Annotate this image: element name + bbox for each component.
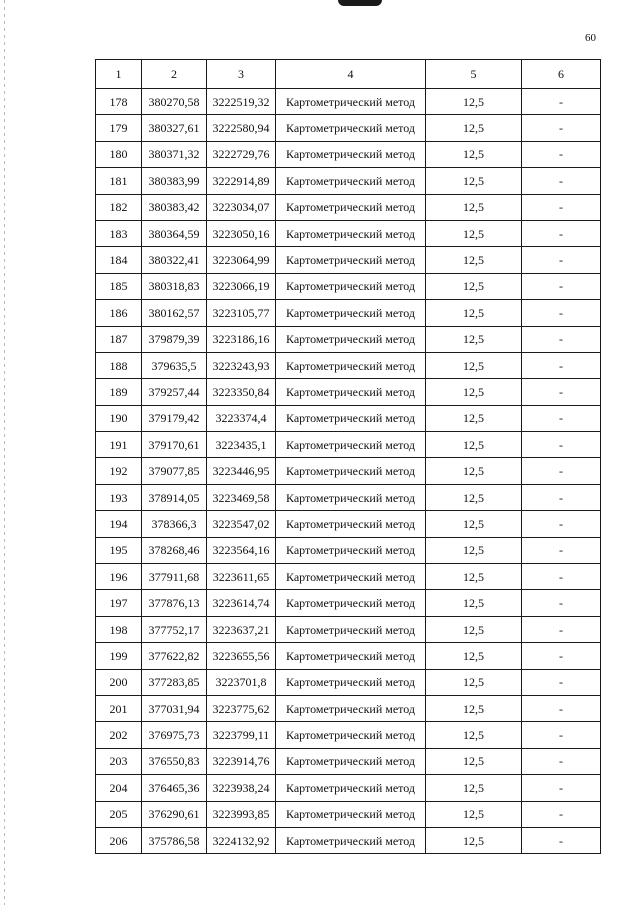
point-number-cell: 204 [96, 775, 142, 801]
accuracy-cell: 12,5 [426, 616, 522, 642]
x-coordinate-cell: 376465,36 [142, 775, 207, 801]
method-cell: Картометрический метод [276, 247, 426, 273]
accuracy-cell: 12,5 [426, 484, 522, 510]
header-cell-1: 1 [96, 60, 142, 89]
method-cell: Картометрический метод [276, 326, 426, 352]
header-cell-4: 4 [276, 60, 426, 89]
y-coordinate-cell: 3223614,74 [207, 590, 276, 616]
table-row [96, 722, 601, 748]
note-cell: - [522, 801, 601, 827]
method-cell: Картометрический метод [276, 194, 426, 220]
y-coordinate-cell: 3223374,4 [207, 405, 276, 431]
table-row [96, 458, 601, 484]
y-coordinate-cell: 3223034,07 [207, 194, 276, 220]
y-coordinate-cell: 3223938,24 [207, 775, 276, 801]
x-coordinate-cell: 380162,57 [142, 300, 207, 326]
method-cell: Картометрический метод [276, 590, 426, 616]
point-number-cell: 194 [96, 511, 142, 537]
table-row [96, 484, 601, 510]
point-number-cell: 201 [96, 695, 142, 721]
method-cell: Картометрический метод [276, 168, 426, 194]
table-row [96, 115, 601, 141]
table-row [96, 220, 601, 246]
x-coordinate-cell: 377752,17 [142, 616, 207, 642]
point-number-cell: 187 [96, 326, 142, 352]
table-row [96, 827, 601, 853]
y-coordinate-cell: 3223469,58 [207, 484, 276, 510]
point-number-cell: 206 [96, 827, 142, 853]
accuracy-cell: 12,5 [426, 669, 522, 695]
table-row [96, 432, 601, 458]
table-row [96, 247, 601, 273]
x-coordinate-cell: 380322,41 [142, 247, 207, 273]
method-cell: Картометрический метод [276, 775, 426, 801]
y-coordinate-cell: 3223446,95 [207, 458, 276, 484]
scan-artifact [338, 0, 382, 6]
table-row [96, 643, 601, 669]
x-coordinate-cell: 377283,85 [142, 669, 207, 695]
note-cell: - [522, 432, 601, 458]
note-cell: - [522, 669, 601, 695]
x-coordinate-cell: 376975,73 [142, 722, 207, 748]
note-cell: - [522, 564, 601, 590]
note-cell: - [522, 300, 601, 326]
table-row [96, 405, 601, 431]
x-coordinate-cell: 380318,83 [142, 273, 207, 299]
table-row [96, 748, 601, 774]
table-row [96, 669, 601, 695]
header-cell-2: 2 [142, 60, 207, 89]
table-row [96, 511, 601, 537]
accuracy-cell: 12,5 [426, 379, 522, 405]
y-coordinate-cell: 3222580,94 [207, 115, 276, 141]
method-cell: Картометрический метод [276, 669, 426, 695]
point-number-cell: 203 [96, 748, 142, 774]
point-number-cell: 185 [96, 273, 142, 299]
method-cell: Картометрический метод [276, 827, 426, 853]
accuracy-cell: 12,5 [426, 247, 522, 273]
accuracy-cell: 12,5 [426, 590, 522, 616]
accuracy-cell: 12,5 [426, 352, 522, 378]
page-number: 60 [585, 32, 596, 44]
x-coordinate-cell: 377911,68 [142, 564, 207, 590]
accuracy-cell: 12,5 [426, 89, 522, 115]
x-coordinate-cell: 375786,58 [142, 827, 207, 853]
note-cell: - [522, 722, 601, 748]
point-number-cell: 190 [96, 405, 142, 431]
point-number-cell: 186 [96, 300, 142, 326]
y-coordinate-cell: 3223105,77 [207, 300, 276, 326]
point-number-cell: 202 [96, 722, 142, 748]
point-number-cell: 195 [96, 537, 142, 563]
x-coordinate-cell: 379879,39 [142, 326, 207, 352]
y-coordinate-cell: 3224132,92 [207, 827, 276, 853]
page-edge-line [4, 0, 5, 905]
accuracy-cell: 12,5 [426, 564, 522, 590]
point-number-cell: 182 [96, 194, 142, 220]
y-coordinate-cell: 3223547,02 [207, 511, 276, 537]
x-coordinate-cell: 379170,61 [142, 432, 207, 458]
y-coordinate-cell: 3223655,56 [207, 643, 276, 669]
note-cell: - [522, 115, 601, 141]
point-number-cell: 200 [96, 669, 142, 695]
method-cell: Картометрический метод [276, 405, 426, 431]
x-coordinate-cell: 380270,58 [142, 89, 207, 115]
x-coordinate-cell: 376550,83 [142, 748, 207, 774]
method-cell: Картометрический метод [276, 748, 426, 774]
point-number-cell: 184 [96, 247, 142, 273]
accuracy-cell: 12,5 [426, 511, 522, 537]
table-row [96, 352, 601, 378]
method-cell: Картометрический метод [276, 458, 426, 484]
method-cell: Картометрический метод [276, 273, 426, 299]
note-cell: - [522, 511, 601, 537]
point-number-cell: 192 [96, 458, 142, 484]
note-cell: - [522, 643, 601, 669]
table-row [96, 141, 601, 167]
y-coordinate-cell: 3223993,85 [207, 801, 276, 827]
note-cell: - [522, 247, 601, 273]
table-row [96, 537, 601, 563]
table-row [96, 300, 601, 326]
point-number-cell: 179 [96, 115, 142, 141]
table-row [96, 590, 601, 616]
coordinates-table [95, 59, 601, 854]
note-cell: - [522, 168, 601, 194]
header-cell-3: 3 [207, 60, 276, 89]
table-row [96, 89, 601, 115]
method-cell: Картометрический метод [276, 564, 426, 590]
table-body [96, 60, 601, 854]
note-cell: - [522, 352, 601, 378]
method-cell: Картометрический метод [276, 89, 426, 115]
x-coordinate-cell: 380383,42 [142, 194, 207, 220]
point-number-cell: 180 [96, 141, 142, 167]
note-cell: - [522, 405, 601, 431]
x-coordinate-cell: 380327,61 [142, 115, 207, 141]
point-number-cell: 188 [96, 352, 142, 378]
method-cell: Картометрический метод [276, 115, 426, 141]
y-coordinate-cell: 3223564,16 [207, 537, 276, 563]
method-cell: Картометрический метод [276, 695, 426, 721]
point-number-cell: 198 [96, 616, 142, 642]
note-cell: - [522, 748, 601, 774]
accuracy-cell: 12,5 [426, 695, 522, 721]
note-cell: - [522, 273, 601, 299]
accuracy-cell: 12,5 [426, 748, 522, 774]
point-number-cell: 191 [96, 432, 142, 458]
x-coordinate-cell: 379635,5 [142, 352, 207, 378]
method-cell: Картометрический метод [276, 537, 426, 563]
y-coordinate-cell: 3223066,19 [207, 273, 276, 299]
accuracy-cell: 12,5 [426, 220, 522, 246]
x-coordinate-cell: 380364,59 [142, 220, 207, 246]
y-coordinate-cell: 3223637,21 [207, 616, 276, 642]
note-cell: - [522, 89, 601, 115]
note-cell: - [522, 775, 601, 801]
method-cell: Картометрический метод [276, 484, 426, 510]
method-cell: Картометрический метод [276, 141, 426, 167]
method-cell: Картометрический метод [276, 432, 426, 458]
note-cell: - [522, 379, 601, 405]
x-coordinate-cell: 377031,94 [142, 695, 207, 721]
method-cell: Картометрический метод [276, 616, 426, 642]
table-row [96, 564, 601, 590]
method-cell: Картометрический метод [276, 643, 426, 669]
accuracy-cell: 12,5 [426, 827, 522, 853]
x-coordinate-cell: 377876,13 [142, 590, 207, 616]
table-row [96, 273, 601, 299]
x-coordinate-cell: 378366,3 [142, 511, 207, 537]
y-coordinate-cell: 3223611,65 [207, 564, 276, 590]
x-coordinate-cell: 379257,44 [142, 379, 207, 405]
accuracy-cell: 12,5 [426, 722, 522, 748]
table-row [96, 168, 601, 194]
note-cell: - [522, 220, 601, 246]
method-cell: Картометрический метод [276, 379, 426, 405]
y-coordinate-cell: 3223350,84 [207, 379, 276, 405]
accuracy-cell: 12,5 [426, 194, 522, 220]
table-row [96, 616, 601, 642]
y-coordinate-cell: 3223775,62 [207, 695, 276, 721]
method-cell: Картометрический метод [276, 722, 426, 748]
x-coordinate-cell: 377622,82 [142, 643, 207, 669]
x-coordinate-cell: 379077,85 [142, 458, 207, 484]
note-cell: - [522, 590, 601, 616]
point-number-cell: 197 [96, 590, 142, 616]
note-cell: - [522, 537, 601, 563]
y-coordinate-cell: 3223243,93 [207, 352, 276, 378]
y-coordinate-cell: 3223914,76 [207, 748, 276, 774]
method-cell: Картометрический метод [276, 300, 426, 326]
method-cell: Картометрический метод [276, 801, 426, 827]
table-row [96, 194, 601, 220]
x-coordinate-cell: 378268,46 [142, 537, 207, 563]
note-cell: - [522, 194, 601, 220]
y-coordinate-cell: 3223435,1 [207, 432, 276, 458]
accuracy-cell: 12,5 [426, 405, 522, 431]
method-cell: Картометрический метод [276, 511, 426, 537]
method-cell: Картометрический метод [276, 352, 426, 378]
accuracy-cell: 12,5 [426, 537, 522, 563]
y-coordinate-cell: 3222729,76 [207, 141, 276, 167]
accuracy-cell: 12,5 [426, 326, 522, 352]
point-number-cell: 189 [96, 379, 142, 405]
table-row [96, 326, 601, 352]
header-cell-6: 6 [522, 60, 601, 89]
note-cell: - [522, 695, 601, 721]
y-coordinate-cell: 3223701,8 [207, 669, 276, 695]
accuracy-cell: 12,5 [426, 458, 522, 484]
point-number-cell: 199 [96, 643, 142, 669]
x-coordinate-cell: 380371,32 [142, 141, 207, 167]
table-row [96, 379, 601, 405]
accuracy-cell: 12,5 [426, 273, 522, 299]
note-cell: - [522, 458, 601, 484]
accuracy-cell: 12,5 [426, 432, 522, 458]
point-number-cell: 196 [96, 564, 142, 590]
note-cell: - [522, 326, 601, 352]
point-number-cell: 181 [96, 168, 142, 194]
method-cell: Картометрический метод [276, 220, 426, 246]
x-coordinate-cell: 379179,42 [142, 405, 207, 431]
accuracy-cell: 12,5 [426, 141, 522, 167]
note-cell: - [522, 616, 601, 642]
point-number-cell: 183 [96, 220, 142, 246]
accuracy-cell: 12,5 [426, 801, 522, 827]
note-cell: - [522, 141, 601, 167]
accuracy-cell: 12,5 [426, 300, 522, 326]
y-coordinate-cell: 3223799,11 [207, 722, 276, 748]
accuracy-cell: 12,5 [426, 168, 522, 194]
point-number-cell: 193 [96, 484, 142, 510]
table-row [96, 775, 601, 801]
point-number-cell: 178 [96, 89, 142, 115]
y-coordinate-cell: 3223050,16 [207, 220, 276, 246]
note-cell: - [522, 827, 601, 853]
y-coordinate-cell: 3222914,89 [207, 168, 276, 194]
accuracy-cell: 12,5 [426, 775, 522, 801]
note-cell: - [522, 484, 601, 510]
point-number-cell: 205 [96, 801, 142, 827]
accuracy-cell: 12,5 [426, 643, 522, 669]
table-header-row [96, 60, 601, 89]
x-coordinate-cell: 378914,05 [142, 484, 207, 510]
x-coordinate-cell: 376290,61 [142, 801, 207, 827]
table-row [96, 801, 601, 827]
y-coordinate-cell: 3223064,99 [207, 247, 276, 273]
accuracy-cell: 12,5 [426, 115, 522, 141]
header-cell-5: 5 [426, 60, 522, 89]
x-coordinate-cell: 380383,99 [142, 168, 207, 194]
y-coordinate-cell: 3223186,16 [207, 326, 276, 352]
table-row [96, 695, 601, 721]
y-coordinate-cell: 3222519,32 [207, 89, 276, 115]
